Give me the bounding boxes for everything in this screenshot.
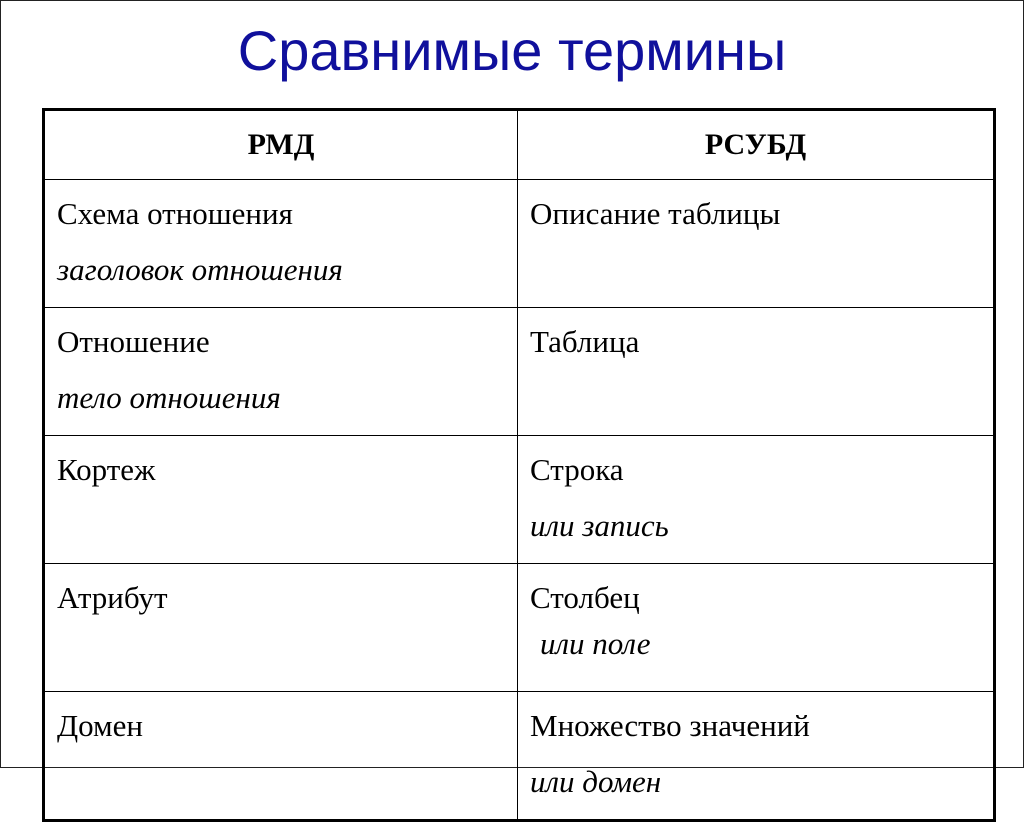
rsubd-cell (518, 564, 995, 692)
rsubd-term: Описание таблицы (530, 196, 781, 231)
table-row (44, 692, 995, 821)
slide-title: Сравнимые термины (237, 19, 787, 82)
header-rmd: РМД (44, 110, 518, 180)
table-row (44, 564, 995, 692)
rsubd-cell (518, 692, 995, 821)
rsubd-cell (518, 180, 995, 308)
rmd-cell (44, 564, 518, 692)
rsubd-term: Таблица (530, 324, 640, 359)
rsubd-term: Столбец (530, 580, 640, 615)
rsubd-term: Множество значений (530, 708, 810, 743)
rsubd-cell (518, 308, 995, 436)
rmd-term-note: заголовок отношения (57, 252, 343, 287)
rmd-cell (44, 308, 518, 436)
rmd-cell (44, 180, 518, 308)
rsubd-term: Строка (530, 452, 624, 487)
header-rsubd: РСУБД (518, 110, 995, 180)
table-row (44, 308, 995, 436)
header-row (44, 110, 995, 180)
rmd-term: Домен (57, 708, 144, 743)
rmd-cell (44, 436, 518, 564)
rsubd-term-note: или поле (540, 626, 651, 661)
rsubd-cell (518, 436, 995, 564)
rsubd-term-note: или домен (530, 764, 662, 799)
rsubd-term-note: или запись (530, 508, 669, 543)
rmd-cell (44, 692, 518, 821)
rmd-term: Отношение (57, 324, 210, 359)
rmd-term: Атрибут (57, 580, 168, 615)
rmd-term-note: тело отношения (57, 380, 281, 415)
table-row (44, 436, 995, 564)
table-row (44, 180, 995, 308)
rmd-term: Схема отношения (57, 196, 293, 231)
rmd-term: Кортеж (57, 452, 156, 487)
terms-table (42, 108, 996, 822)
